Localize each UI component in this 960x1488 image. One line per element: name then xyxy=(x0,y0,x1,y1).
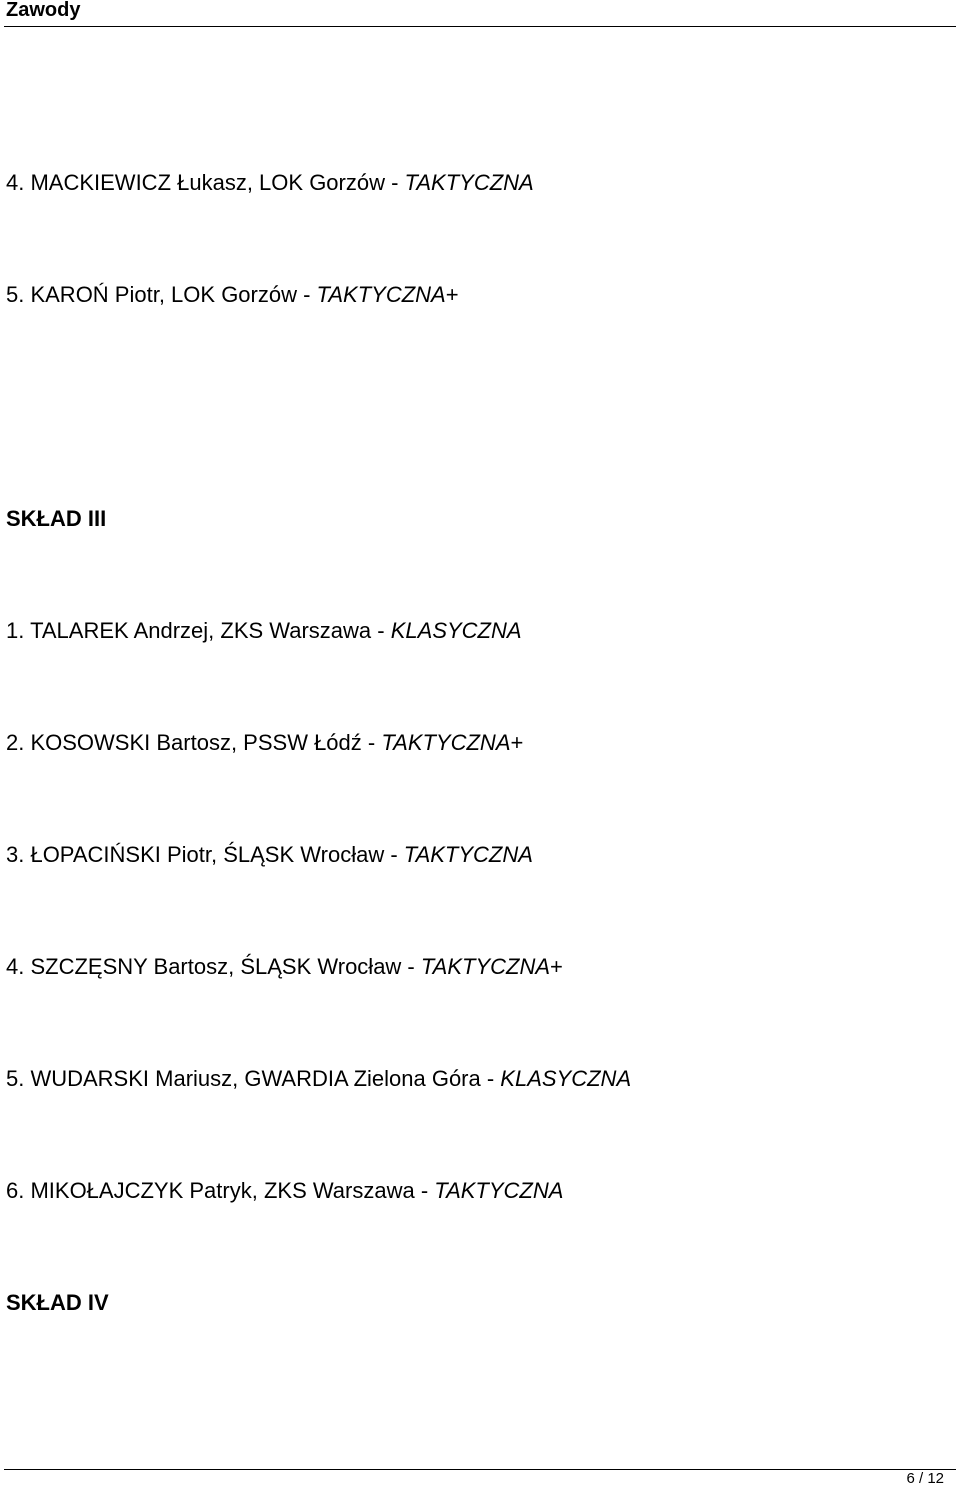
entry-suffix: + xyxy=(510,730,524,755)
page-footer xyxy=(4,1469,956,1488)
entry-text: 3. ŁOPACIŃSKI Piotr, ŚLĄSK Wrocław - xyxy=(6,842,404,867)
list-item xyxy=(6,170,534,196)
entry-category: TAKTYCZNA xyxy=(404,170,534,195)
entry-text: 5. WUDARSKI Mariusz, GWARDIA Zielona Góra - xyxy=(6,1066,501,1091)
entry-text: 2. KOSOWSKI Bartosz, PSSW Łódź - xyxy=(6,730,382,755)
list-item xyxy=(6,1066,631,1092)
section-heading: SKŁAD III xyxy=(6,506,107,531)
list-item xyxy=(6,1178,563,1204)
entry-text: 1. TALAREK Andrzej, ZKS Warszawa - xyxy=(6,618,391,643)
header-title: Zawody xyxy=(6,0,81,21)
list-item xyxy=(6,282,459,308)
entry-text: 4. MACKIEWICZ Łukasz, LOK Gorzów - xyxy=(6,170,405,195)
list-item xyxy=(6,954,563,980)
entry-category: TAKTYCZNA xyxy=(403,842,533,867)
entry-category: KLASYCZNA xyxy=(390,618,522,643)
entry-suffix: + xyxy=(550,954,563,979)
entry-category: TAKTYCZNA xyxy=(420,954,551,979)
section-heading: SKŁAD IV xyxy=(6,1290,109,1315)
entry-suffix: + xyxy=(445,282,459,307)
entry-text: 6. MIKOŁAJCZYK Patryk, ZKS Warszawa - xyxy=(6,1178,435,1203)
list-item xyxy=(6,618,522,644)
entry-category: TAKTYCZNA xyxy=(381,730,511,755)
entry-category: KLASYCZNA xyxy=(500,1066,632,1091)
entry-category: TAKTYCZNA xyxy=(316,282,446,307)
entry-category: TAKTYCZNA xyxy=(434,1178,564,1203)
page-number: 6 / 12 xyxy=(906,1470,944,1487)
entry-text: 5. KAROŃ Piotr, LOK Gorzów - xyxy=(6,282,317,307)
list-item xyxy=(6,842,533,868)
entry-text: 4. SZCZĘSNY Bartosz, ŚLĄSK Wrocław - xyxy=(6,954,421,979)
list-item xyxy=(6,730,523,756)
page-header xyxy=(4,0,956,27)
